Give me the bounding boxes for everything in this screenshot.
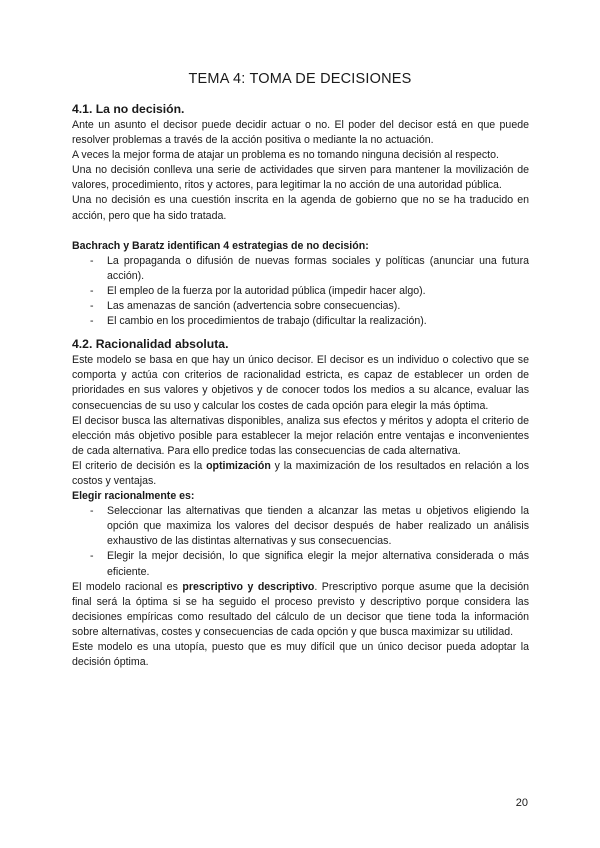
section-heading-4-1: 4.1. La no decisión. [72, 102, 185, 116]
list-item: - Las amenazas de sanción (advertencia sobre consecuencias). [72, 299, 529, 314]
elegir-list [72, 504, 529, 579]
list-item: - El cambio en los procedimientos de trabajo (dificultar la realización). [72, 314, 529, 329]
paragraph: Ante un asunto el decisor puede decidir actuar o no. El poder del decisor está en que puede resolver problemas a través de la acción positiva o mediante la no actuación. [72, 119, 529, 147]
paragraph [72, 580, 529, 640]
text-run: El modelo racional es [72, 580, 183, 593]
paragraph: Este modelo se basa en que hay un único decisor. El decisor es un individuo o colectivo que se comporta y actúa con criterios de racionalidad estricta, es capaz de establecer un orden de prioridades en sus valores y objetivos y de conocer todos los medios a su alcance, evaluar las consecuencias de su uso y calcular los costes de cada opción para elegir la más óptima. [72, 354, 529, 412]
subheading: Elegir racionalmente es: [72, 490, 195, 503]
paragraph: El decisor busca las alternativas disponibles, analiza sus efectos y méritos y adopta el criterio de elección más objetivo posible para establecer la mejor relación entre ventajas e inconvenientes de cada alternativa. Para ello predice todas las consecuencias de cada alternativa. [72, 414, 529, 457]
page-title: TEMA 4: TOMA DE DECISIONES [188, 71, 412, 87]
paragraph: Este modelo es una utopía, puesto que es muy difícil que un único decisor pueda adoptar la decisión óptima. [72, 641, 529, 669]
text-run: El criterio de decisión es la [72, 459, 207, 472]
section-heading-4-2: 4.2. Racionalidad absoluta. [72, 337, 229, 352]
text-run: y la maximización de los resultados en relación a los costos y ventajas. [72, 459, 529, 487]
page-content [72, 101, 529, 670]
text-run: . Prescriptivo porque asume que la decisión final será la óptima si se ha seguido el proceso previsto y descriptivo porque considera las decisiones empíricas como resultado del cálculo de un decisor que tiene toda la información sobre alternativas, costes y consecuencias de cada opción y que busca maximizar su utilidad. [72, 580, 530, 638]
page-number: 20 [515, 797, 528, 809]
strategies-heading: Bachrach y Baratz identifican 4 estrategias de no decisión: [72, 239, 369, 252]
paragraph [72, 459, 529, 489]
paragraph: Una no decisión es una cuestión inscrita en la agenda de gobierno que no se ha traducido en acción, pero que ha sido tratada. [72, 194, 529, 222]
paragraph: Una no decisión conlleva una serie de actividades que sirven para mantener la movilización de valores, procedimiento, ritos y actores, para legitimar la no acción de una autoridad pública. [72, 164, 529, 192]
list-item: - La propaganda o difusión de nuevas formas sociales y políticas (anunciar una futura acción). [72, 254, 529, 284]
bold-term: prescriptivo y descriptivo [182, 580, 315, 593]
list-item: - Elegir la mejor decisión, lo que significa elegir la mejor alternativa considerada o más eficiente. [72, 549, 529, 579]
list-item: - Seleccionar las alternativas que tienden a alcanzar las metas u objetivos eligiendo la opción que maximiza los valores del decisor después de haber realizado un análisis exhaustivo de las distintas alternativas y sus consecuencias. [72, 504, 529, 549]
paragraph: A veces la mejor forma de atajar un problema es no tomando ninguna decisión al respecto. [72, 149, 499, 162]
list-item: - El empleo de la fuerza por la autoridad pública (impedir hacer algo). [72, 284, 529, 299]
bold-term: optimización [206, 459, 271, 472]
strategies-list [72, 254, 529, 329]
